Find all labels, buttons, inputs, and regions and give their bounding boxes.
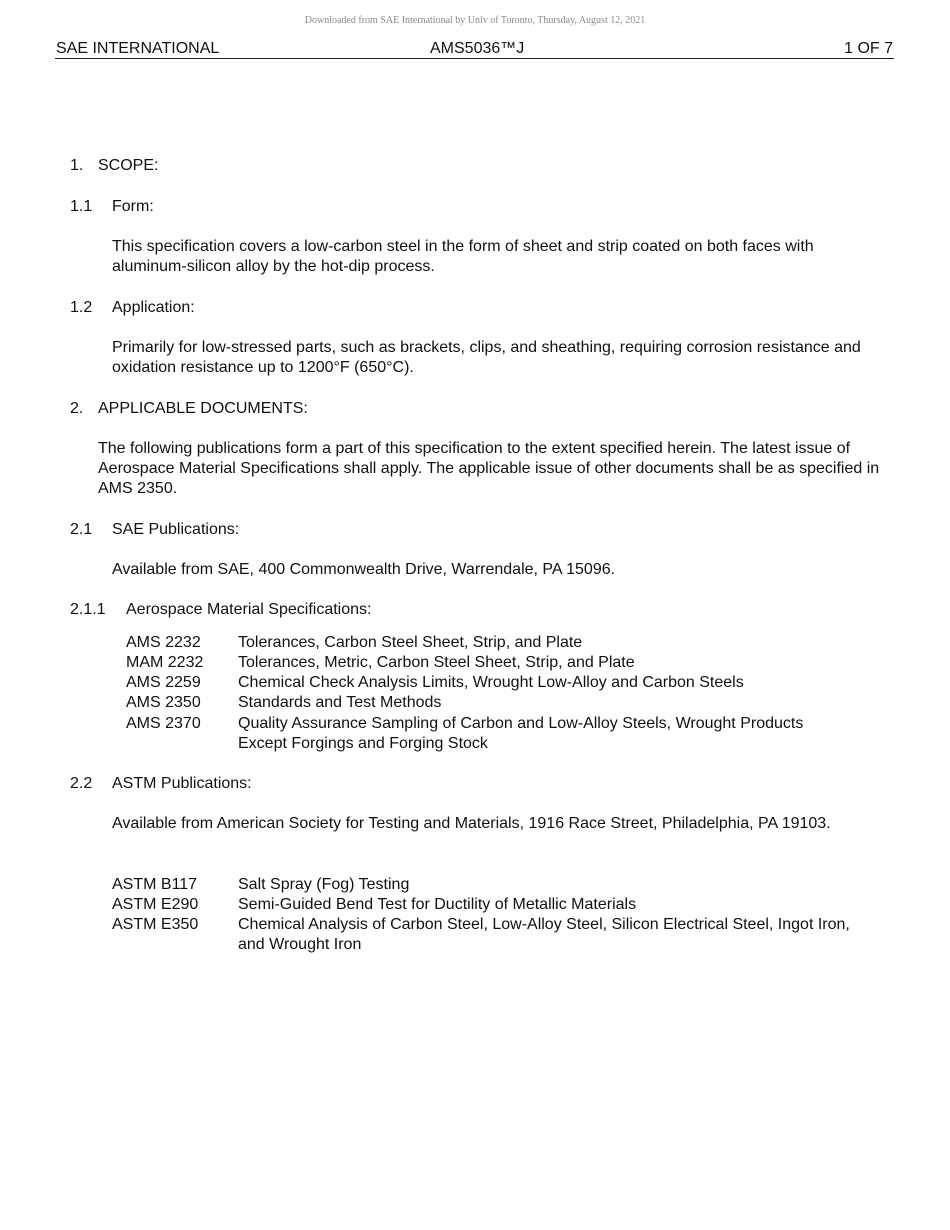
spec-code: AMS 2232 [126,634,201,651]
header-page-number: 1 OF 7 [844,40,893,57]
section-number: 2. [70,400,84,417]
section-number: 1.2 [70,299,93,316]
spec-code: AMS 2370 [126,715,201,732]
section-number: 2.1 [70,521,93,538]
section-2-1-text: Available from SAE, 400 Commonwealth Drive, Warrendale, PA 15096. [112,561,616,578]
section-title: SCOPE: [98,157,159,174]
section-title: ASTM Publications: [112,775,252,792]
section-number: 1.1 [70,198,93,215]
spec-code: AMS 2350 [126,694,201,711]
spec-description: Tolerances, Carbon Steel Sheet, Strip, and Plate [238,634,583,651]
section-1-1-text: This specification covers a low-carbon steel in the form of sheet and strip coated on both faces with aluminum-silicon alloy by the hot-dip process. [112,238,814,275]
section-number: 1. [70,157,84,174]
download-watermark: Downloaded from SAE International by Univ of Toronto, Thursday, August 12, 2021 [304,15,646,26]
spec-description: Standards and Test Methods [238,694,442,711]
section-2-text: The following publications form a part of this specification to the extent specified herein. The latest issue of Aerospace Material Specifications shall apply. The applicable issue of other documents shall be as specified in AMS 2350. [98,440,880,497]
astm-description: Chemical Analysis of Carbon Steel, Low-Alloy Steel, Silicon Electrical Steel, Ingot Iron, and Wrought Iron [238,916,850,953]
section-title: Aerospace Material Specifications: [126,601,372,618]
section-title: Application: [112,299,195,316]
page-header [55,38,894,59]
section-title: SAE Publications: [112,521,240,538]
spec-description: Chemical Check Analysis Limits, Wrought Low-Alloy and Carbon Steels [238,674,744,691]
section-title: APPLICABLE DOCUMENTS: [98,400,308,417]
astm-description: Semi-Guided Bend Test for Ductility of Metallic Materials [238,896,637,913]
astm-code: ASTM E290 [112,896,199,913]
spec-description: Quality Assurance Sampling of Carbon and Low-Alloy Steels, Wrought Products Except Forgings and Forging Stock [238,715,804,752]
section-2-2-text: Available from American Society for Testing and Materials, 1916 Race Street, Philadelphia, PA 19103. [112,815,831,832]
header-publisher: SAE INTERNATIONAL [56,40,220,57]
spec-code: MAM 2232 [126,654,204,671]
section-1-2-text: Primarily for low-stressed parts, such as brackets, clips, and sheathing, requiring corrosion resistance and oxidation resistance up to 1200°F (650°C). [112,339,861,376]
section-number: 2.1.1 [70,601,106,618]
section-number: 2.2 [70,775,93,792]
section-title: Form: [112,198,154,215]
spec-description: Tolerances, Metric, Carbon Steel Sheet, Strip, and Plate [238,654,635,671]
astm-code: ASTM B117 [112,876,198,893]
astm-code: ASTM E350 [112,916,199,933]
header-document-id: AMS5036™J [430,40,525,57]
spec-code: AMS 2259 [126,674,201,691]
astm-description: Salt Spray (Fog) Testing [238,876,410,893]
